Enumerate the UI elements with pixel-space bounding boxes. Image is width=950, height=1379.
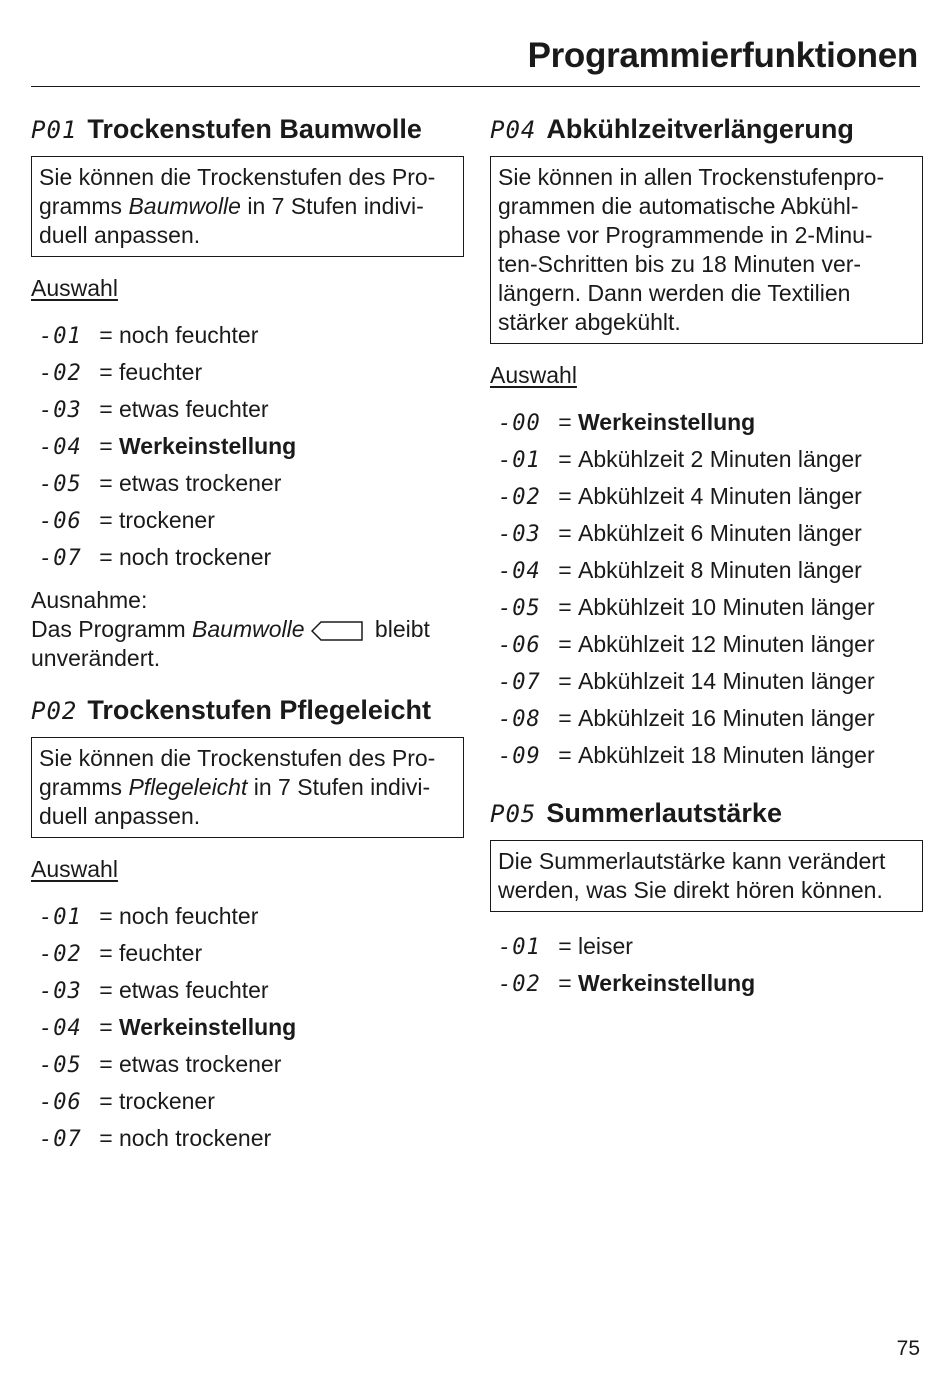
option-code: -03 bbox=[39, 979, 82, 1004]
info-box-p02 bbox=[31, 737, 464, 838]
option-text: trockener bbox=[119, 507, 215, 533]
info-line: längern. Dann werden die Textilien bbox=[498, 280, 851, 306]
option-text: trockener bbox=[119, 1088, 215, 1114]
option-text: noch trockener bbox=[119, 544, 272, 570]
option-code: -05 bbox=[39, 472, 82, 497]
option-code: -07 bbox=[39, 1127, 82, 1152]
option-row: -02 = Abkühlzeit 4 Minuten länger bbox=[490, 478, 923, 515]
option-code: -05 bbox=[39, 1053, 82, 1078]
section-p05 bbox=[490, 794, 923, 1002]
option-text: Abkühlzeit 16 Minuten länger bbox=[578, 705, 875, 731]
option-text-default: Werkeinstellung bbox=[119, 1014, 297, 1040]
options-list-p01 bbox=[31, 317, 464, 576]
option-text: Abkühlzeit 8 Minuten länger bbox=[578, 557, 862, 583]
option-code: -04 bbox=[498, 559, 541, 584]
option-code: -02 bbox=[498, 972, 541, 997]
info-line: werden, was Sie direkt hören können. bbox=[498, 877, 883, 903]
option-text: etwas feuchter bbox=[119, 977, 269, 1003]
option-text: feuchter bbox=[119, 940, 203, 966]
option-code: -02 bbox=[498, 485, 541, 510]
option-row: -07 = noch trockener bbox=[31, 539, 464, 576]
option-row: -06 = Abkühlzeit 12 Minuten länger bbox=[490, 626, 923, 663]
info-line: gramms Baumwolle in 7 Stufen indivi- bbox=[39, 193, 424, 219]
option-text: noch feuchter bbox=[119, 322, 259, 348]
section-p01 bbox=[31, 110, 464, 673]
option-row: -05 = Abkühlzeit 10 Minuten länger bbox=[490, 589, 923, 626]
option-row: -05 = etwas trockener bbox=[31, 1046, 464, 1083]
option-text: feuchter bbox=[119, 359, 203, 385]
option-text: Abkühlzeit 6 Minuten länger bbox=[578, 520, 862, 546]
option-text: noch feuchter bbox=[119, 903, 259, 929]
option-row: -04 = Werkeinstellung bbox=[31, 1009, 464, 1046]
option-code: -06 bbox=[39, 509, 82, 534]
option-row: -06 = trockener bbox=[31, 502, 464, 539]
info-box-p04 bbox=[490, 156, 923, 344]
option-row: -03 = Abkühlzeit 6 Minuten länger bbox=[490, 515, 923, 552]
section-title: Trockenstufen Baumwolle bbox=[87, 114, 422, 144]
option-code: -02 bbox=[39, 361, 82, 386]
section-code: P01 bbox=[31, 116, 78, 144]
section-heading-p04 bbox=[490, 110, 923, 148]
option-code: -01 bbox=[498, 448, 541, 473]
info-line: duell anpassen. bbox=[39, 803, 201, 829]
section-p04 bbox=[490, 110, 923, 774]
title-rule bbox=[31, 86, 920, 87]
info-line: gramms Pflegeleicht in 7 Stufen indivi- bbox=[39, 774, 431, 800]
info-box-p05 bbox=[490, 840, 923, 912]
option-text: etwas trockener bbox=[119, 1051, 282, 1077]
option-row: -01 = Abkühlzeit 2 Minuten länger bbox=[490, 441, 923, 478]
option-code: -02 bbox=[39, 942, 82, 967]
info-line: grammen die automatische Abkühl- bbox=[498, 193, 859, 219]
section-title: Summerlautstärke bbox=[546, 798, 782, 828]
option-code: -09 bbox=[498, 744, 541, 769]
info-line: ten-Schritten bis zu 18 Minuten ver- bbox=[498, 251, 862, 277]
auswahl-label: Auswahl bbox=[31, 275, 118, 301]
section-heading-p02 bbox=[31, 691, 464, 729]
auswahl-label: Auswahl bbox=[31, 856, 118, 882]
option-code: -00 bbox=[498, 411, 541, 436]
section-title: Abkühlzeitverlängerung bbox=[546, 114, 854, 144]
info-line: Sie können die Trockenstufen des Pro- bbox=[39, 164, 436, 190]
option-code: -04 bbox=[39, 1016, 82, 1041]
option-row: -03 = etwas feuchter bbox=[31, 972, 464, 1009]
option-text: Abkühlzeit 4 Minuten länger bbox=[578, 483, 862, 509]
option-code: -03 bbox=[498, 522, 541, 547]
option-text: etwas trockener bbox=[119, 470, 282, 496]
info-line: Sie können in allen Trockenstufenpro- bbox=[498, 164, 885, 190]
page-title: Programmierfunktionen bbox=[527, 36, 918, 75]
option-row: -08 = Abkühlzeit 16 Minuten länger bbox=[490, 700, 923, 737]
option-row: -02 = feuchter bbox=[31, 935, 464, 972]
option-row: -09 = Abkühlzeit 18 Minuten länger bbox=[490, 737, 923, 774]
ausnahme-note: Ausnahme: Das Programm Baumwolle bleibt unverändert. bbox=[31, 587, 430, 671]
info-line: duell anpassen. bbox=[39, 222, 201, 248]
options-list-p05 bbox=[490, 928, 923, 1002]
option-text: noch trockener bbox=[119, 1125, 272, 1151]
option-text: Abkühlzeit 12 Minuten länger bbox=[578, 631, 875, 657]
options-list-p02 bbox=[31, 898, 464, 1157]
section-p02 bbox=[31, 691, 464, 1157]
info-line: Die Summerlautstärke kann verändert bbox=[498, 848, 886, 874]
option-row: -04 = Werkeinstellung bbox=[31, 428, 464, 465]
left-column bbox=[31, 110, 464, 1157]
option-row: -04 = Abkühlzeit 8 Minuten länger bbox=[490, 552, 923, 589]
option-row: -01 = noch feuchter bbox=[31, 898, 464, 935]
option-text-default: Werkeinstellung bbox=[578, 409, 756, 435]
option-row: -03 = etwas feuchter bbox=[31, 391, 464, 428]
info-line: phase vor Programmende in 2-Minu- bbox=[498, 222, 873, 248]
option-text-default: Werkeinstellung bbox=[119, 433, 297, 459]
option-row: -01 = leiser bbox=[490, 928, 923, 965]
page-number: 75 bbox=[896, 1337, 920, 1360]
options-list-p04 bbox=[490, 404, 923, 774]
section-heading-p01 bbox=[31, 110, 464, 148]
section-code: P05 bbox=[490, 800, 537, 828]
section-code: P04 bbox=[490, 116, 537, 144]
option-text: Abkühlzeit 2 Minuten länger bbox=[578, 446, 862, 472]
option-code: -04 bbox=[39, 435, 82, 460]
option-code: -05 bbox=[498, 596, 541, 621]
option-row: -07 = Abkühlzeit 14 Minuten länger bbox=[490, 663, 923, 700]
info-line: Sie können die Trockenstufen des Pro- bbox=[39, 745, 436, 771]
option-row: -02 = feuchter bbox=[31, 354, 464, 391]
option-text: Abkühlzeit 18 Minuten länger bbox=[578, 742, 875, 768]
section-code: P02 bbox=[31, 697, 78, 725]
info-line: stärker abgekühlt. bbox=[498, 309, 681, 335]
option-text: leiser bbox=[578, 933, 633, 959]
option-text: Abkühlzeit 10 Minuten länger bbox=[578, 594, 875, 620]
option-text-default: Werkeinstellung bbox=[578, 970, 756, 996]
option-code: -01 bbox=[39, 905, 82, 930]
option-code: -07 bbox=[498, 670, 541, 695]
option-code: -03 bbox=[39, 398, 82, 423]
option-code: -06 bbox=[39, 1090, 82, 1115]
option-code: -06 bbox=[498, 633, 541, 658]
option-code: -01 bbox=[498, 935, 541, 960]
option-row: -07 = noch trockener bbox=[31, 1120, 464, 1157]
option-code: -08 bbox=[498, 707, 541, 732]
right-column bbox=[490, 110, 923, 1002]
auswahl-label: Auswahl bbox=[490, 362, 577, 388]
section-title: Trockenstufen Pflegeleicht bbox=[87, 695, 431, 725]
option-row: -06 = trockener bbox=[31, 1083, 464, 1120]
section-heading-p05 bbox=[490, 794, 923, 832]
option-text: Abkühlzeit 14 Minuten länger bbox=[578, 668, 875, 694]
option-row: -05 = etwas trockener bbox=[31, 465, 464, 502]
program-key-icon bbox=[311, 621, 363, 641]
option-row: -00 = Werkeinstellung bbox=[490, 404, 923, 441]
option-row: -01 = noch feuchter bbox=[31, 317, 464, 354]
info-box-p01 bbox=[31, 156, 464, 257]
option-row: -02 = Werkeinstellung bbox=[490, 965, 923, 1002]
option-text: etwas feuchter bbox=[119, 396, 269, 422]
option-code: -01 bbox=[39, 324, 82, 349]
option-code: -07 bbox=[39, 546, 82, 571]
